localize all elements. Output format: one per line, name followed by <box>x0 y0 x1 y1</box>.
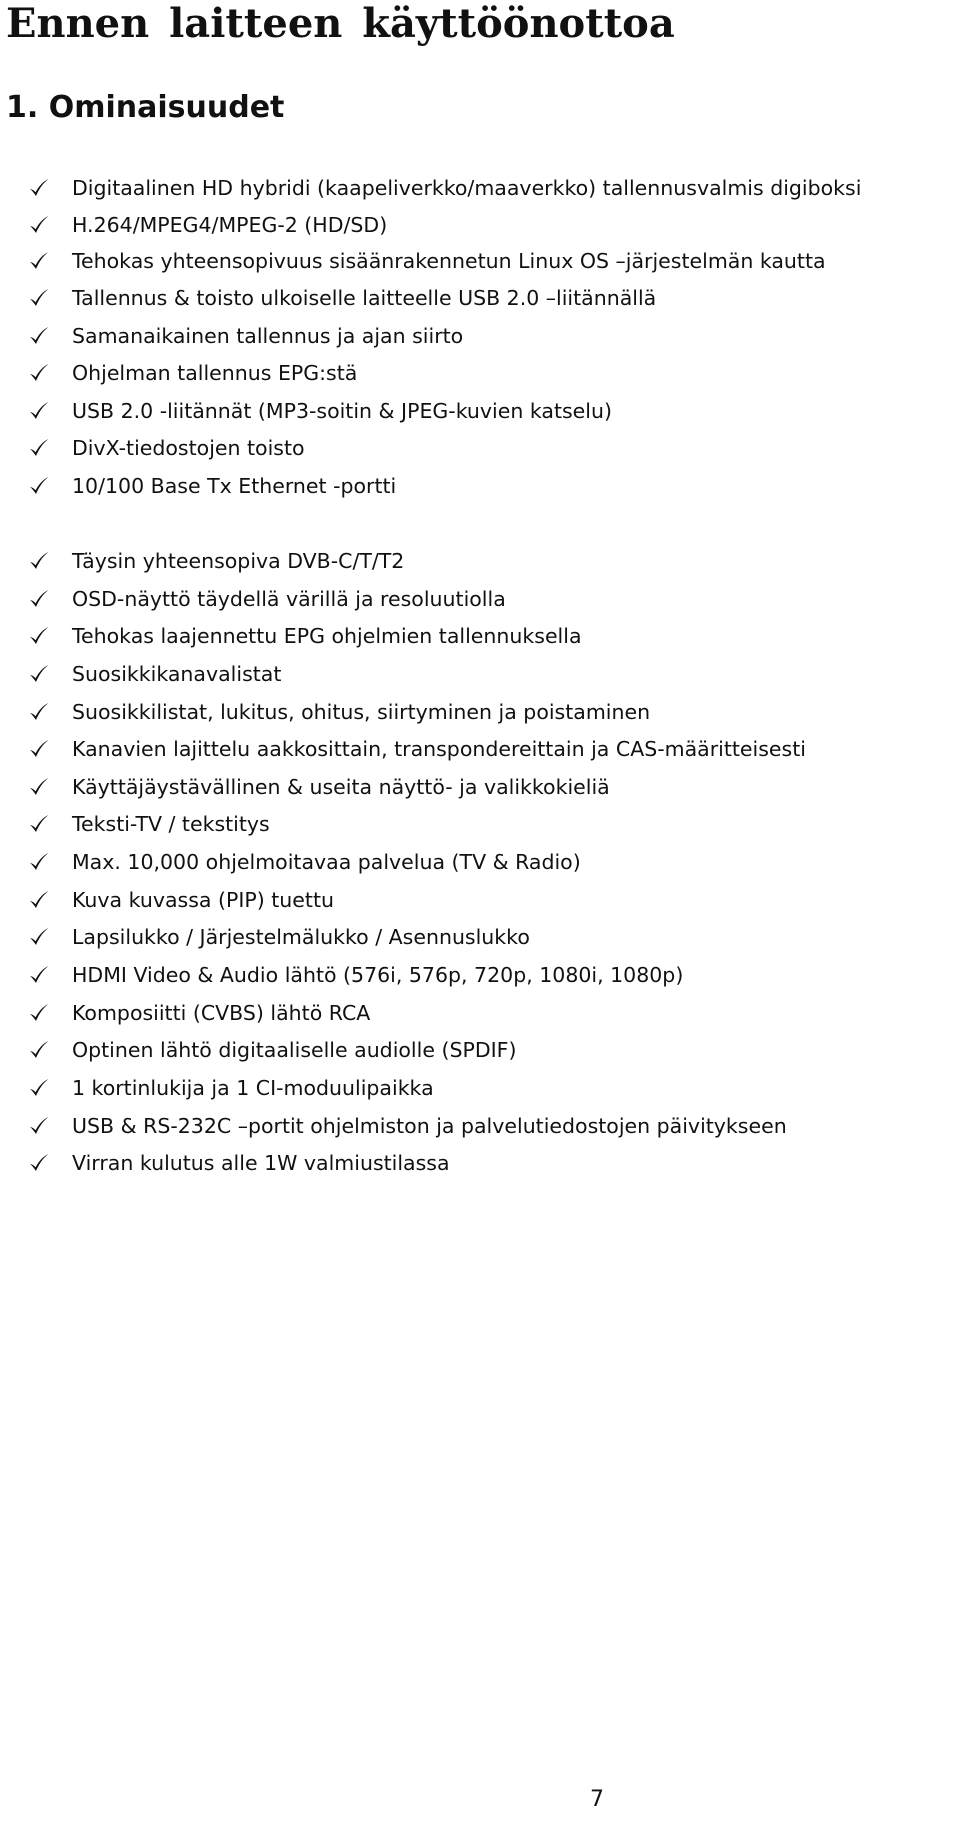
feature-text: Lapsilukko / Järjestelmälukko / Asennuslukko <box>72 925 530 949</box>
feature-text: 10/100 Base Tx Ethernet -portti <box>72 474 397 498</box>
feature-text: Kanavien lajittelu aakkosittain, transpondereittain ja CAS-määritteisesti <box>72 737 806 761</box>
feature-item <box>28 1146 450 1180</box>
feature-item <box>28 695 650 729</box>
feature-item <box>28 1033 516 1067</box>
checkmark-icon <box>28 325 50 347</box>
feature-text: Käyttäjäystävällinen & useita näyttö- ja valikkokieliä <box>72 775 610 799</box>
feature-text: Komposiitti (CVBS) lähtö RCA <box>72 1001 371 1025</box>
page-number: 7 <box>590 1787 604 1812</box>
section-title: 1. Ominaisuudet <box>6 90 285 125</box>
feature-text: Tallennus & toisto ulkoiselle laitteelle USB 2.0 –liitännällä <box>72 286 657 310</box>
checkmark-icon <box>28 926 50 948</box>
feature-item <box>28 171 861 205</box>
feature-item <box>28 883 334 917</box>
feature-text: Kuva kuvassa (PIP) tuettu <box>72 888 334 912</box>
feature-item <box>28 1109 787 1143</box>
feature-text: Tehokas laajennettu EPG ohjelmien tallennuksella <box>72 624 582 648</box>
checkmark-icon <box>28 1002 50 1024</box>
checkmark-icon <box>28 964 50 986</box>
feature-item <box>28 356 357 390</box>
checkmark-icon <box>28 701 50 723</box>
checkmark-icon <box>28 1039 50 1061</box>
checkmark-icon <box>28 1152 50 1174</box>
feature-item <box>28 732 806 766</box>
feature-text: HDMI Video & Audio lähtö (576i, 576p, 720p, 1080i, 1080p) <box>72 963 684 987</box>
checkmark-icon <box>28 177 50 199</box>
feature-item <box>28 582 506 616</box>
feature-item <box>28 281 656 315</box>
feature-item <box>28 770 610 804</box>
feature-text: Teksti-TV / tekstitys <box>72 812 270 836</box>
checkmark-icon <box>28 250 50 272</box>
feature-text: Digitaalinen HD hybridi (kaapeliverkko/maaverkko) tallennusvalmis digiboksi <box>72 176 862 200</box>
checkmark-icon <box>28 663 50 685</box>
feature-text: Suosikkilistat, lukitus, ohitus, siirtyminen ja poistaminen <box>72 700 651 724</box>
checkmark-icon <box>28 287 50 309</box>
feature-text: Optinen lähtö digitaaliselle audiolle (SPDIF) <box>72 1038 517 1062</box>
checkmark-icon <box>28 475 50 497</box>
feature-text: Tehokas yhteensopivuus sisäänrakennetun Linux OS –järjestelmän kautta <box>72 249 826 273</box>
feature-text: Virran kulutus alle 1W valmiustilassa <box>72 1151 450 1175</box>
feature-item <box>28 845 581 879</box>
checkmark-icon <box>28 738 50 760</box>
feature-item <box>28 431 305 465</box>
feature-text: Täysin yhteensopiva DVB-C/T/T2 <box>72 549 405 573</box>
feature-text: H.264/MPEG4/MPEG-2 (HD/SD) <box>72 213 388 237</box>
feature-text: 1 kortinlukija ja 1 CI-moduulipaikka <box>72 1076 434 1100</box>
feature-item <box>28 807 270 841</box>
feature-text: Max. 10,000 ohjelmoitavaa palvelua (TV & Radio) <box>72 850 581 874</box>
feature-text: OSD-näyttö täydellä värillä ja resoluutiolla <box>72 587 506 611</box>
checkmark-icon <box>28 437 50 459</box>
feature-item <box>28 469 396 503</box>
feature-text: Samanaikainen tallennus ja ajan siirto <box>72 324 464 348</box>
feature-text: DivX-tiedostojen toisto <box>72 436 305 460</box>
feature-item <box>28 996 370 1030</box>
feature-item <box>28 958 683 992</box>
page-title: Ennen laitteen käyttöönottoa <box>6 0 675 47</box>
checkmark-icon <box>28 1077 50 1099</box>
checkmark-icon <box>28 588 50 610</box>
feature-text: Ohjelman tallennus EPG:stä <box>72 361 358 385</box>
feature-item <box>28 244 826 278</box>
checkmark-icon <box>28 400 50 422</box>
feature-item <box>28 544 404 578</box>
feature-item <box>28 657 281 691</box>
checkmark-icon <box>28 889 50 911</box>
checkmark-icon <box>28 362 50 384</box>
checkmark-icon <box>28 851 50 873</box>
feature-item <box>28 394 612 428</box>
checkmark-icon <box>28 813 50 835</box>
feature-item <box>28 619 582 653</box>
checkmark-icon <box>28 625 50 647</box>
feature-item <box>28 208 387 242</box>
feature-text: USB 2.0 -liitännät (MP3-soitin & JPEG-kuvien katselu) <box>72 399 612 423</box>
checkmark-icon <box>28 550 50 572</box>
feature-item <box>28 920 530 954</box>
feature-item <box>28 319 463 353</box>
checkmark-icon <box>28 214 50 236</box>
checkmark-icon <box>28 1115 50 1137</box>
checkmark-icon <box>28 776 50 798</box>
feature-text: USB & RS-232C –portit ohjelmiston ja palvelutiedostojen päivitykseen <box>72 1114 787 1138</box>
feature-text: Suosikkikanavalistat <box>72 662 282 686</box>
feature-item <box>28 1071 434 1105</box>
